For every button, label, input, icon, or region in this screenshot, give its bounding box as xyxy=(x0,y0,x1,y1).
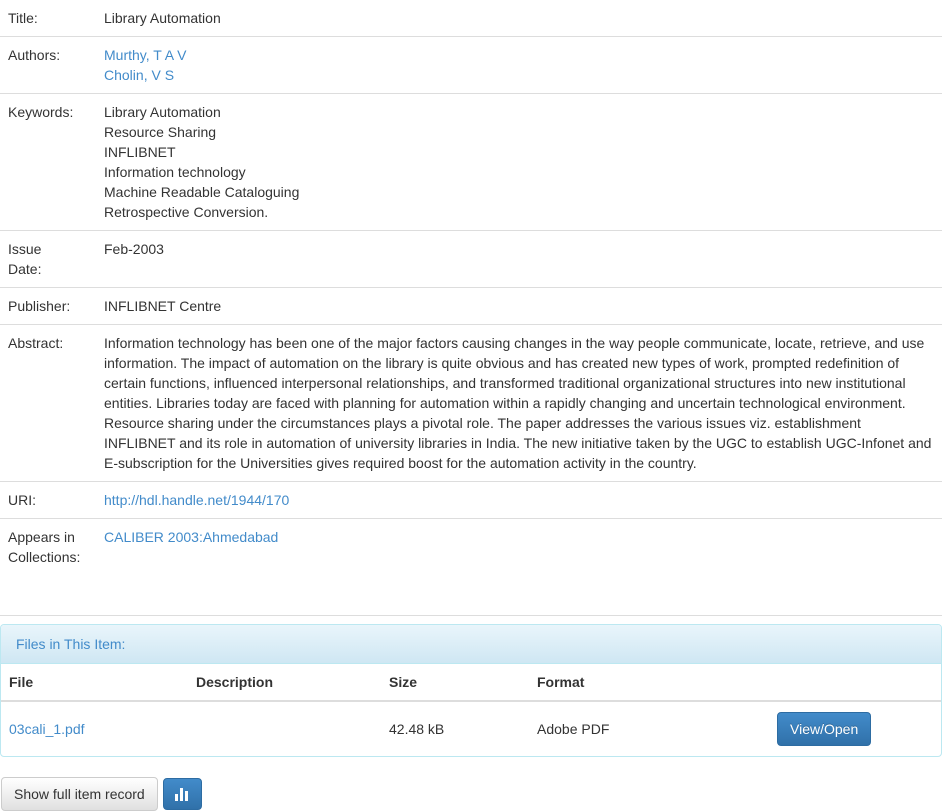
metadata-label-authors: Authors: xyxy=(0,37,96,94)
metadata-row-authors xyxy=(0,37,942,94)
metadata-label-issue-date: Issue Date: xyxy=(0,231,96,288)
metadata-value-publisher xyxy=(96,288,942,325)
metadata-label-publisher: Publisher: xyxy=(0,288,96,325)
metadata-value-appears-in-collections xyxy=(96,519,942,616)
file-link[interactable]: 03cali_1.pdf xyxy=(9,721,85,737)
keywords-text: Information technology xyxy=(104,164,246,180)
abstract-text: Information technology has been one of the major factors causing changes in the way people communicate, locate, retrieve, and use information. The impact of automation on the library is quite obvious and has created new types of work, prompted redefinition of certain functions, influenced interpersonal relationships, and transformed traditional organizational structures into new institutional entities. Libraries today are faced with planning for automation within a rapidly changing and uncertain technological environment. Resource sharing under the circumstances plays a pivotal role. The paper addresses the various issues viz. establishment INFLIBNET and its role in automation of university libraries in India. The new initiative taken by the UGC to establish UGC-Infonet and E-subscription for the Universities gives required boost for the automation activity in the country. xyxy=(104,335,932,471)
metadata-value-title xyxy=(96,0,942,37)
metadata-value-authors xyxy=(96,37,942,94)
metadata-label-abstract: Abstract: xyxy=(0,325,96,482)
format-cell: Adobe PDF xyxy=(537,721,610,737)
metadata-label-appears-in-collections: Appears in Collections: xyxy=(0,519,96,616)
keywords-text: Resource Sharing xyxy=(104,124,217,140)
file-row xyxy=(1,701,941,756)
metadata-row-appears-in-collections xyxy=(0,519,942,616)
metadata-value-issue-date xyxy=(96,231,942,288)
files-panel-title: Files in This Item: xyxy=(1,625,941,664)
title-text: Library Automation xyxy=(104,10,221,26)
keywords-text: INFLIBNET xyxy=(104,144,176,160)
metadata-value-uri xyxy=(96,482,942,519)
files-table xyxy=(1,664,941,756)
metadata-label-keywords: Keywords: xyxy=(0,94,96,231)
metadata-label-title: Title: xyxy=(0,0,96,37)
metadata-row-keywords xyxy=(0,94,942,231)
statistics-button[interactable] xyxy=(163,778,202,810)
metadata-row-issue-date xyxy=(0,231,942,288)
metadata-value-keywords xyxy=(96,94,942,231)
metadata-row-abstract xyxy=(0,325,942,482)
show-full-item-record-button[interactable]: Show full item record xyxy=(1,777,158,811)
keywords-text: Retrospective Conversion. xyxy=(104,204,269,220)
authors-link[interactable]: Murthy, T A V xyxy=(104,47,187,63)
view-open-button[interactable]: View/Open xyxy=(777,712,871,746)
files-column-header-format: Format xyxy=(529,664,769,701)
appears-in-collections-link[interactable]: CALIBER 2003:Ahmedabad xyxy=(104,529,279,545)
metadata-row-title xyxy=(0,0,942,37)
files-column-header-action xyxy=(769,664,941,701)
action-cell xyxy=(769,701,941,756)
footer-actions xyxy=(1,777,942,811)
description-cell xyxy=(188,701,381,756)
file-cell xyxy=(1,701,188,756)
keywords-text: Library Automation xyxy=(104,104,221,120)
uri-link[interactable]: http://hdl.handle.net/1944/170 xyxy=(104,492,290,508)
keywords-text: Machine Readable Cataloguing xyxy=(104,184,300,200)
size-cell: 42.48 kB xyxy=(389,721,445,737)
issue-date-text: Feb-2003 xyxy=(104,241,164,257)
files-column-header-description: Description xyxy=(188,664,381,701)
metadata-value-abstract xyxy=(96,325,942,482)
authors-link[interactable]: Cholin, V S xyxy=(104,67,175,83)
metadata-row-uri xyxy=(0,482,942,519)
publisher-text: INFLIBNET Centre xyxy=(104,298,222,314)
files-column-header-size: Size xyxy=(381,664,529,701)
metadata-row-publisher xyxy=(0,288,942,325)
metadata-label-uri: URI: xyxy=(0,482,96,519)
files-column-header-file: File xyxy=(1,664,188,701)
files-panel xyxy=(0,624,942,757)
